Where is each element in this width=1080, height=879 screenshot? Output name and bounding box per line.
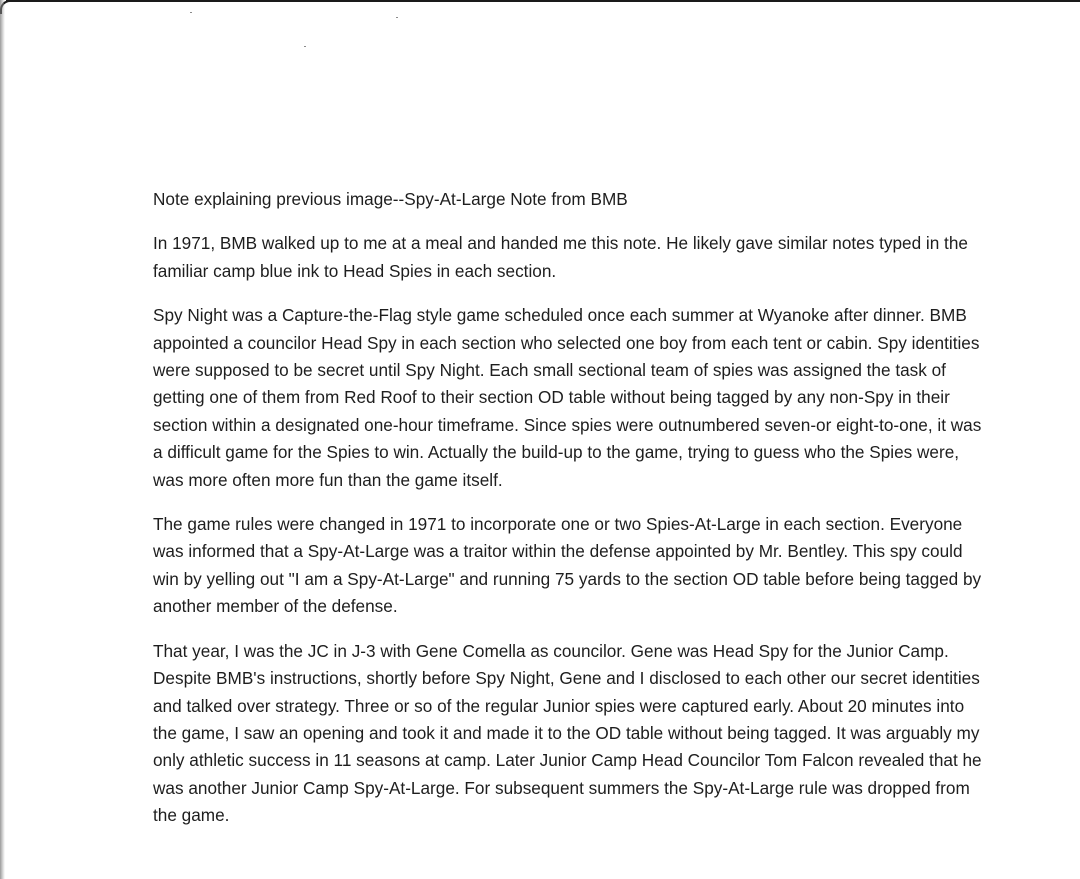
paragraph-note-received: In 1971, BMB walked up to me at a meal and handed me this note. He likely gave similar notes typed in the familiar camp blue ink to Head Spies in each section. [153, 233, 968, 281]
scan-speck [396, 17, 398, 18]
document-page [153, 186, 983, 847]
scan-left-edge [0, 0, 5, 879]
scan-speck [304, 46, 306, 47]
scan-top-edge [6, 0, 1080, 2]
scan-speck [190, 12, 192, 13]
paragraph-personal-story: That year, I was the JC in J-3 with Gene Comella as councilor. Gene was Head Spy for the Junior Camp. Despite BMB's instructions, shortly before Spy Night, Gene and I disclosed to each other our secret identities and talked over strategy. Three or so of the regular Junior spies were captured early. About 20 minutes into the game, I saw an opening and took it and made it to the OD table without being tagged. It was arguably my only athletic success in 11 seasons at camp. Later Junior Camp Head Councilor Tom Falcon revealed that he was another Junior Camp Spy-At-Large. For subsequent summers the Spy-At-Large rule was dropped from the game. [153, 640, 982, 826]
scan-corner [0, 0, 14, 14]
paragraph-spy-night-rules: Spy Night was a Capture-the-Flag style game scheduled once each summer at Wyanoke after dinner. BMB appointed a councilor Head Spy in each section who selected one boy from each tent or cabin. Spy identities were supposed to be secret until Spy Night. Each small sectional team of spies was assigned the task of getting one of them from Red Roof to their section OD table without being tagged by any non-Spy in their section within a designated one-hour timeframe. Since spies were outnumbered seven-or eight-to-one, it was a difficult game for the Spies to win. Actually the build-up to the game, trying to guess who the Spies were, was more often more fun than the game itself. [153, 305, 982, 490]
document-title: Note explaining previous image--Spy-At-Large Note from BMB [153, 189, 628, 209]
paragraph-rule-change: The game rules were changed in 1971 to incorporate one or two Spies-At-Large in each section. Everyone was informed that a Spy-At-Large was a traitor within the defense appointed by Mr. Bentley. This spy could win by yelling out "I am a Spy-At-Large" and running 75 yards to the section OD table before being tagged by another member of the defense. [153, 514, 982, 617]
